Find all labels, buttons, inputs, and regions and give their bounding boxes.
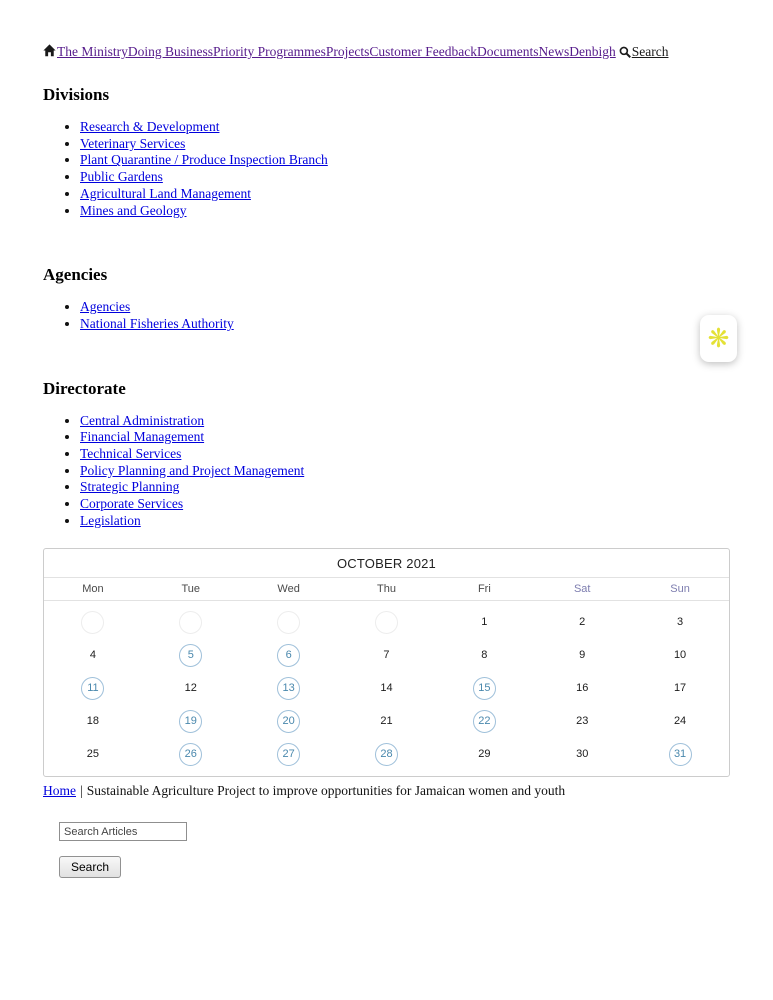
calendar-day-23: 23: [571, 710, 594, 733]
calendar-cell-5: [142, 639, 240, 672]
calendar-cell-11: [44, 672, 142, 705]
calendar-cell-1: [435, 606, 533, 639]
calendar-event-day-15[interactable]: 15: [473, 677, 496, 700]
calendar-cell-25: [44, 738, 142, 771]
events-calendar: [43, 548, 730, 777]
calendar-day-21: 21: [375, 710, 398, 733]
link-financial-management[interactable]: Financial Management: [80, 429, 205, 445]
calendar-cell-24: [631, 705, 729, 738]
section-list-agencies: [43, 299, 730, 332]
calendar-cell-16: [533, 672, 631, 705]
calendar-empty-cell: [240, 606, 338, 639]
calendar-event-day-19[interactable]: 19: [179, 710, 202, 733]
article-search: [59, 822, 730, 842]
calendar-event-day-28[interactable]: 28: [375, 743, 398, 766]
calendar-day-4: 4: [81, 644, 104, 667]
calendar-cell-26: [142, 738, 240, 771]
section-heading-divisions: Divisions: [43, 85, 110, 104]
calendar-day-29: 29: [473, 743, 496, 766]
section-agencies: [43, 265, 730, 332]
calendar-day-name-tue: Tue: [181, 582, 201, 595]
link-legislation[interactable]: Legislation: [80, 512, 141, 528]
calendar-cell-27: [240, 738, 338, 771]
calendar-cell-20: [240, 705, 338, 738]
nav-link-customer-feedback[interactable]: Customer Feedback: [369, 44, 477, 59]
calendar-cell-9: [533, 639, 631, 672]
link-central-administration[interactable]: Central Administration: [80, 412, 205, 428]
section-directorate: [43, 379, 730, 530]
calendar-day-17: 17: [669, 677, 692, 700]
nav-link-news[interactable]: News: [538, 44, 570, 59]
list-item: [80, 429, 730, 446]
calendar-day-14: 14: [375, 677, 398, 700]
calendar-cell-22: [435, 705, 533, 738]
calendar-cell-15: [435, 672, 533, 705]
calendar-cell-31: [631, 738, 729, 771]
nav-links: [57, 44, 616, 59]
calendar-event-day-22[interactable]: 22: [473, 710, 496, 733]
calendar-cell-10: [631, 639, 729, 672]
calendar-event-day-11[interactable]: 11: [81, 677, 104, 700]
link-national-fisheries-authority[interactable]: National Fisheries Authority: [80, 315, 234, 331]
home-link[interactable]: [43, 44, 56, 59]
list-item: [80, 479, 730, 496]
search-button-row: [59, 856, 730, 878]
calendar-cell-13: [240, 672, 338, 705]
section-list-directorate: [43, 413, 730, 530]
link-plant-quarantine-produce-inspection-branch[interactable]: Plant Quarantine / Produce Inspection Branch: [80, 152, 328, 168]
accessibility-widget[interactable]: [700, 315, 737, 362]
list-item: [80, 513, 730, 530]
calendar-cell-3: [631, 606, 729, 639]
calendar-cell-2: [533, 606, 631, 639]
list-item: [80, 119, 730, 136]
calendar-day-8: 8: [473, 644, 496, 667]
nav-link-denbigh[interactable]: Denbigh: [569, 44, 616, 59]
sections: [43, 85, 730, 530]
calendar-day-25: 25: [81, 743, 104, 766]
calendar-day-12: 12: [179, 677, 202, 700]
link-public-gardens[interactable]: Public Gardens: [80, 169, 163, 185]
search-articles-button[interactable]: Search: [59, 856, 121, 878]
calendar-day-name-fri: Fri: [477, 582, 491, 595]
link-strategic-planning[interactable]: Strategic Planning: [80, 479, 180, 495]
calendar-day-16: 16: [571, 677, 594, 700]
nav-link-doing-business[interactable]: Doing Business: [127, 44, 214, 59]
calendar-day-18: 18: [81, 710, 104, 733]
link-veterinary-services[interactable]: Veterinary Services: [80, 135, 186, 151]
list-item: [80, 186, 730, 203]
calendar-day-7: 7: [375, 644, 398, 667]
calendar-event-day-26[interactable]: 26: [179, 743, 202, 766]
calendar-event-day-5[interactable]: 5: [179, 644, 202, 667]
list-item: [80, 169, 730, 186]
list-item: [80, 203, 730, 220]
search-link-label: Search: [631, 44, 669, 59]
list-item: [80, 413, 730, 430]
calendar-empty-cell: [44, 606, 142, 639]
search-articles-input[interactable]: [59, 822, 187, 841]
section-divisions: [43, 85, 730, 219]
calendar-cell-23: [533, 705, 631, 738]
calendar-title: OCTOBER 2021: [44, 549, 729, 578]
calendar-cell-6: [240, 639, 338, 672]
calendar-cell-8: [435, 639, 533, 672]
calendar-day-3: 3: [669, 611, 692, 634]
calendar-event-day-6[interactable]: 6: [277, 644, 300, 667]
section-list-divisions: [43, 119, 730, 219]
list-item: [80, 152, 730, 169]
home-breadcrumb-link[interactable]: Home: [43, 782, 76, 798]
calendar-cell-18: [44, 705, 142, 738]
calendar-day-2: 2: [571, 611, 594, 634]
breadcrumb-separator: |: [80, 782, 83, 798]
link-technical-services[interactable]: Technical Services: [80, 446, 182, 462]
calendar-empty-circle: [277, 611, 300, 634]
calendar-day-1: 1: [473, 611, 496, 634]
calendar-day-24: 24: [669, 710, 692, 733]
top-nav: [43, 44, 730, 60]
link-policy-planning-and-project-management[interactable]: Policy Planning and Project Management: [80, 462, 305, 478]
list-item: [80, 446, 730, 463]
calendar-cell-21: [338, 705, 436, 738]
calendar-day-9: 9: [571, 644, 594, 667]
asterisk-icon: ❋: [707, 323, 730, 353]
calendar-empty-cell: [142, 606, 240, 639]
list-item: [80, 299, 730, 316]
list-item: [80, 136, 730, 153]
calendar-day-names-row: [44, 578, 729, 601]
calendar-day-name-thu: Thu: [377, 582, 396, 595]
site-tagline: Sustainable Agriculture Project to improve opportunities for Jamaican women and youth: [86, 782, 566, 798]
search-icon: [619, 44, 632, 59]
section-heading-agencies: Agencies: [43, 265, 108, 285]
link-agencies[interactable]: Agencies: [80, 299, 131, 315]
calendar-event-day-20[interactable]: 20: [277, 710, 300, 733]
calendar-cell-19: [142, 705, 240, 738]
calendar-event-day-31[interactable]: 31: [669, 743, 692, 766]
calendar-day-10: 10: [669, 644, 692, 667]
breadcrumb: [43, 783, 730, 799]
calendar-empty-circle: [375, 611, 398, 634]
link-agricultural-land-management[interactable]: Agricultural Land Management: [80, 185, 251, 201]
nav-link-the-ministry[interactable]: The Ministry: [57, 44, 128, 59]
calendar-grid: [44, 601, 729, 776]
calendar-day-30: 30: [571, 743, 594, 766]
calendar-empty-circle: [81, 611, 104, 634]
search-link[interactable]: [619, 44, 669, 59]
calendar-event-day-13[interactable]: 13: [277, 677, 300, 700]
calendar-cell-28: [338, 738, 436, 771]
calendar-day-name-mon: Mon: [82, 582, 104, 595]
calendar-cell-4: [44, 639, 142, 672]
calendar-cell-17: [631, 672, 729, 705]
section-heading-directorate: Directorate: [43, 378, 126, 398]
calendar-cell-12: [142, 672, 240, 705]
list-item: [80, 496, 730, 513]
calendar-cell-7: [338, 639, 436, 672]
calendar-cell-30: [533, 738, 631, 771]
calendar-cell-29: [435, 738, 533, 771]
calendar-day-name-sun: Sun: [670, 582, 690, 595]
link-research-development[interactable]: Research & Development: [80, 119, 220, 134]
nav-link-documents[interactable]: Documents: [477, 44, 539, 59]
calendar-cell-14: [338, 672, 436, 705]
calendar-empty-circle: [179, 611, 202, 634]
link-mines-and-geology[interactable]: Mines and Geology: [80, 202, 187, 218]
calendar-day-name-sat: Sat: [573, 582, 591, 595]
nav-link-priority-programmes[interactable]: Priority Programmes: [213, 44, 326, 59]
home-icon: [43, 44, 56, 59]
calendar-empty-cell: [338, 606, 436, 639]
list-item: [80, 316, 730, 333]
list-item: [80, 463, 730, 480]
calendar-day-name-wed: Wed: [277, 582, 300, 595]
nav-link-projects[interactable]: Projects: [325, 44, 370, 59]
link-corporate-services[interactable]: Corporate Services: [80, 496, 184, 512]
calendar-event-day-27[interactable]: 27: [277, 743, 300, 766]
